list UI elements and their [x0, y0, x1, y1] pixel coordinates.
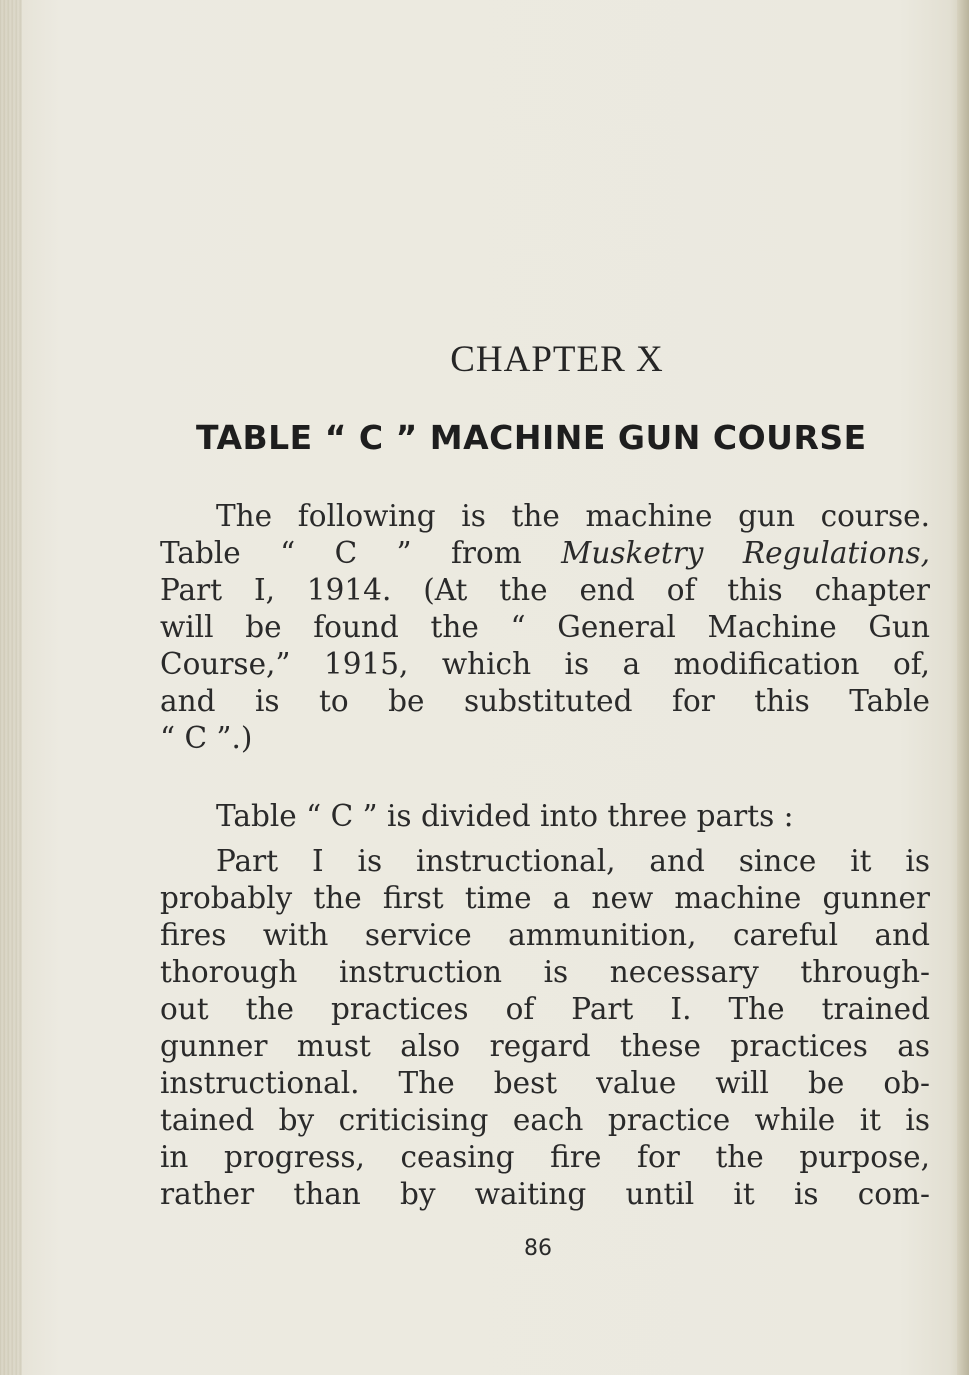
text-line: The following is the machine gun course. [216, 499, 930, 533]
text-line: Course,” 1915, which is a modification of, [160, 647, 930, 681]
italic-title: Musketry Regulations, [561, 536, 930, 570]
page-number: 86 [524, 1236, 552, 1261]
page-edge-right [957, 0, 969, 1375]
text-line: in progress, ceasing fire for the purpose, [160, 1140, 930, 1174]
text-line: “ C ”.) [160, 721, 253, 755]
text-line: fires with service ammunition, careful and [160, 918, 930, 952]
text-line: probably the first time a new machine gunner [160, 881, 930, 915]
text-line [160, 535, 930, 572]
text-line: thorough instruction is necessary through- [160, 955, 930, 989]
text-line: and is to be substituted for this Table [160, 684, 930, 718]
text-line: instructional. The best value will be ob- [160, 1066, 930, 1100]
text-line: Part I, 1914. (At the end of this chapter [160, 573, 930, 607]
section-title: TABLE “ C ” MACHINE GUN COURSE [196, 418, 867, 457]
text-line: will be found the “ General Machine Gun [160, 610, 930, 644]
paragraph-intro [160, 498, 930, 757]
text-line: out the practices of Part I. The trained [160, 992, 930, 1026]
text-line: gunner must also regard these practices as [160, 1029, 930, 1063]
chapter-heading: CHAPTER X [450, 339, 664, 380]
text-segment: Table “ C ” from [160, 536, 522, 570]
text-line: Table “ C ” is divided into three parts : [216, 799, 794, 833]
text-line: Part I is instructional, and since it is [216, 844, 930, 878]
paragraph-part-one [160, 843, 930, 1213]
page-edge-left [0, 0, 22, 1375]
text-line: rather than by waiting until it is com- [160, 1177, 930, 1211]
paragraph-parts [160, 798, 930, 835]
text-line: tained by criticising each practice while it is [160, 1103, 930, 1137]
